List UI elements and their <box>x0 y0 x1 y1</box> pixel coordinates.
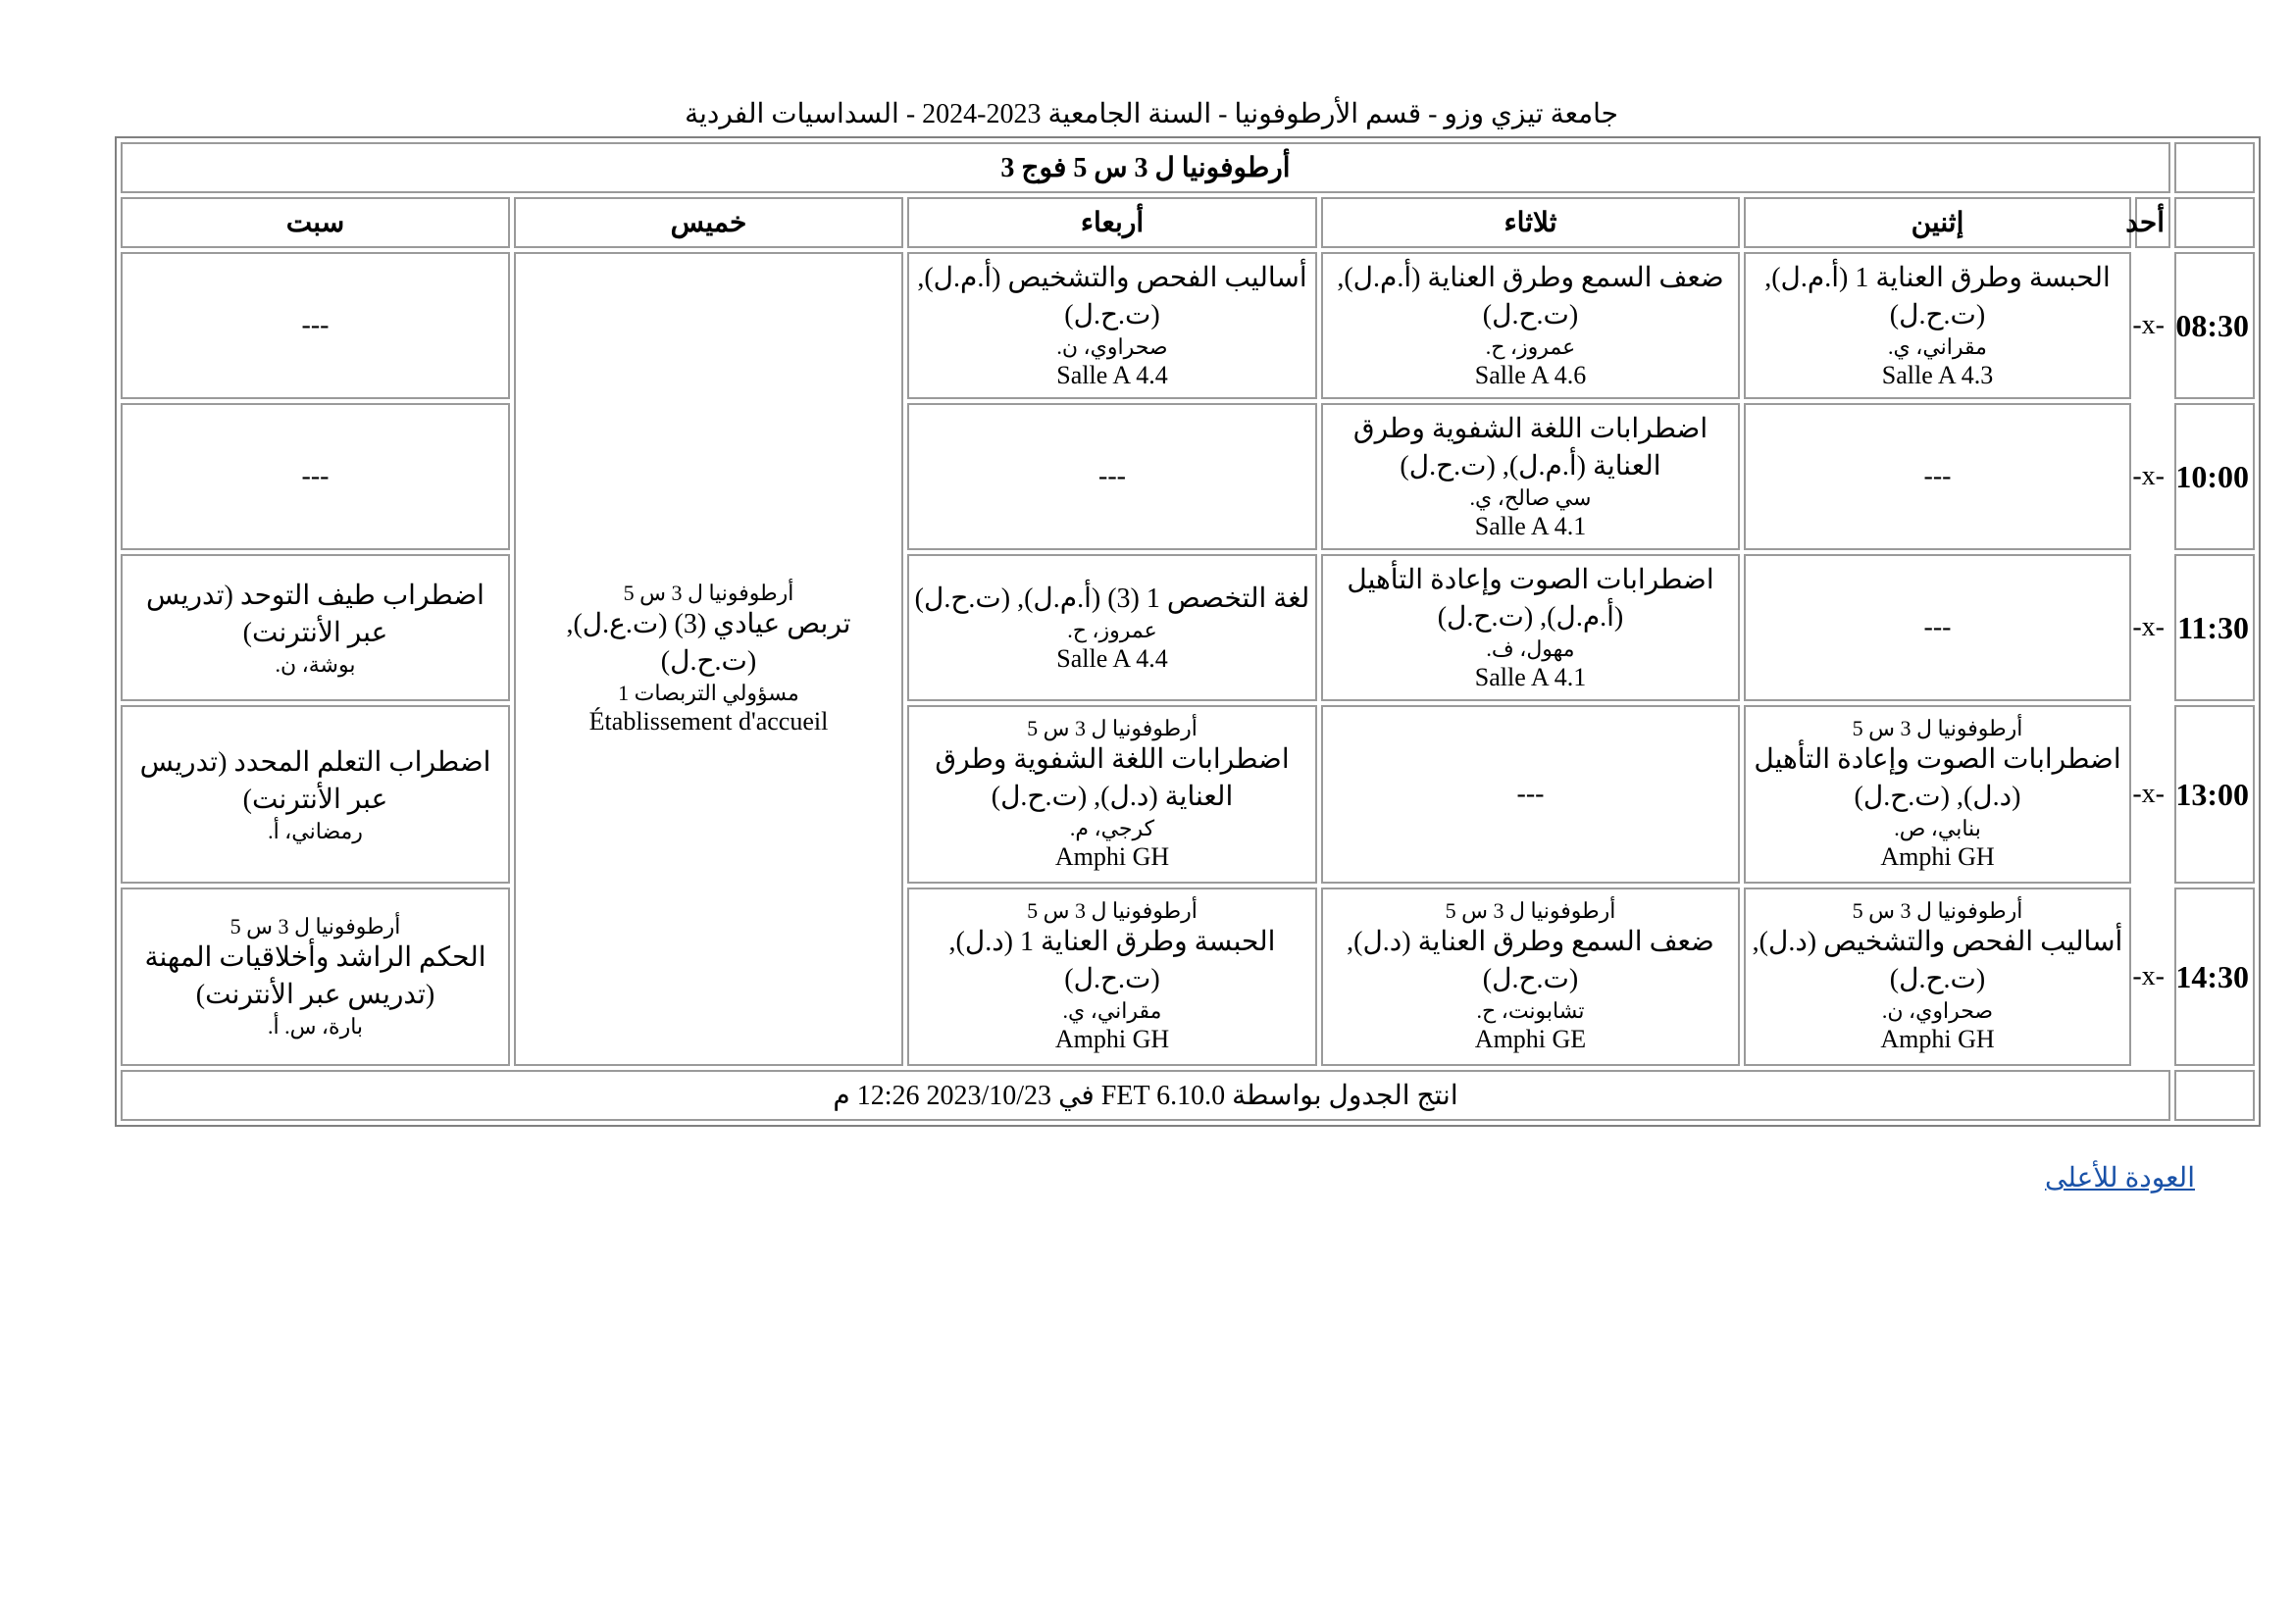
class-cell <box>121 888 510 1066</box>
group-label: أرطوفونيا ل 3 س 5 <box>1852 898 2023 923</box>
teacher: سي صالح، ي. <box>1469 485 1592 510</box>
class-cell <box>907 554 1317 701</box>
room: Salle A 4.1 <box>1474 663 1587 691</box>
corner-cell <box>2174 1070 2255 1121</box>
sunday-off-mark: -x- <box>2132 461 2165 491</box>
room: Salle A 4.3 <box>1881 361 1994 389</box>
class-cell <box>907 705 1317 884</box>
class-cell <box>1744 888 2131 1066</box>
teacher: رمضاني، أ. <box>268 819 363 843</box>
class-cell <box>907 888 1317 1066</box>
empty-cell: --- <box>907 403 1317 550</box>
group-label: أرطوفونيا ل 3 س 5 <box>1852 716 2023 740</box>
timetable <box>115 136 2261 1127</box>
group-label: أرطوفونيا ل 3 س 5 <box>1445 898 1616 923</box>
class-cell <box>121 705 510 884</box>
room: Établissement d'accueil <box>588 707 829 736</box>
day-header-wed: أربعاء <box>907 197 1317 248</box>
sunday-off-mark: -x- <box>2132 779 2165 809</box>
teacher: مقراني، ي. <box>1888 334 1987 359</box>
corner-cell <box>2174 142 2255 193</box>
time-slot-1300: 13:00 <box>2174 705 2255 884</box>
group-label: أرطوفونيا ل 3 س 5 <box>229 914 401 939</box>
room: Amphi GH <box>1880 842 1995 871</box>
class-cell <box>1744 252 2131 399</box>
room: Amphi GE <box>1474 1025 1587 1053</box>
teacher: عمروز، ح. <box>1067 618 1157 642</box>
room: Salle A 4.1 <box>1474 512 1587 540</box>
subject: الحبسة وطرق العناية 1 (د.ل), (ت.ح.ل) <box>948 927 1276 994</box>
class-cell <box>121 554 510 701</box>
teacher: تشابونت، ح. <box>1476 998 1585 1023</box>
subject: اضطراب التعلم المحدد (تدريس عبر الأنترنت) <box>139 747 491 815</box>
empty-cell: --- <box>121 252 510 399</box>
room: Salle A 4.4 <box>1056 361 1168 389</box>
time-slot-0830: 08:30 <box>2174 252 2255 399</box>
room: Salle A 4.4 <box>1056 644 1168 673</box>
class-cell <box>1321 252 1740 399</box>
empty-cell: --- <box>1744 403 2131 550</box>
room: Amphi GH <box>1880 1025 1995 1053</box>
teacher: كرجي، م. <box>1069 816 1155 840</box>
teacher: مسؤولي التربصات 1 <box>618 681 799 705</box>
teacher: صحراوي، ن. <box>1056 334 1168 359</box>
generated-footer: انتج الجدول بواسطة FET 6.10.0 في 2023/10/23 12:26 م <box>121 1070 2170 1121</box>
day-header-mon: إثنين <box>1744 197 2131 248</box>
subject: ضعف السمع وطرق العناية (أ.م.ل), (ت.ح.ل) <box>1337 263 1724 330</box>
time-slot-1130: 11:30 <box>2174 554 2255 701</box>
time-slot-1430: 14:30 <box>2174 888 2255 1066</box>
subject: تربص عيادي (3) (ت.ع.ل), (ت.ح.ل) <box>566 609 851 677</box>
timetable-title: أرطوفونيا ل 3 س 5 فوج 3 <box>121 142 2170 193</box>
subject: أساليب الفحص والتشخيص (أ.م.ل), (ت.ح.ل) <box>917 263 1307 330</box>
subject: اضطرابات الصوت وإعادة التأهيل (د.ل), (ت.ح.ل) <box>1754 744 2121 812</box>
teacher: بارة، س. أ. <box>267 1014 364 1039</box>
day-header-sun: أحد <box>2135 197 2170 248</box>
room: Amphi GH <box>1054 1025 1170 1053</box>
class-cell <box>1321 888 1740 1066</box>
corner-cell <box>2174 197 2255 248</box>
page-caption: جامعة تيزي وزو - قسم الأرطوفونيا - السنة الجامعية 2023-2024 - السداسيات الفردية <box>685 99 1618 129</box>
subject: اضطرابات الصوت وإعادة التأهيل (أ.م.ل), (ت.ح.ل) <box>1347 565 1714 633</box>
class-cell <box>907 252 1317 399</box>
day-header-tue: ثلاثاء <box>1321 197 1740 248</box>
empty-cell: --- <box>121 403 510 550</box>
empty-cell: --- <box>1321 705 1740 884</box>
room: Salle A 4.6 <box>1474 361 1587 389</box>
teacher: مهول، ف. <box>1486 636 1575 661</box>
empty-cell: --- <box>1744 554 2131 701</box>
subject: اضطراب طيف التوحد (تدريس عبر الأنترنت) <box>146 581 484 648</box>
sunday-off-mark: -x- <box>2132 612 2165 642</box>
back-to-top-link[interactable]: العودة للأعلى <box>2045 1163 2195 1193</box>
class-cell-thursday <box>514 252 903 1066</box>
teacher: عمروز، ح. <box>1485 334 1576 359</box>
sunday-off-mark: -x- <box>2132 310 2165 340</box>
time-slot-1000: 10:00 <box>2174 403 2255 550</box>
class-cell <box>1321 554 1740 701</box>
group-label: أرطوفونيا ل 3 س 5 <box>1027 898 1198 923</box>
subject: لغة التخصص 1 (3) (أ.م.ل), (ت.ح.ل) <box>914 584 1310 614</box>
day-header-thu: خميس <box>514 197 903 248</box>
subject: اضطرابات اللغة الشفوية وطرق العناية (أ.م.ل), (ت.ح.ل) <box>1352 414 1708 482</box>
subject: أساليب الفحص والتشخيص (د.ل), (ت.ح.ل) <box>1752 927 2123 994</box>
teacher: بنابي، ص. <box>1894 816 1981 840</box>
class-cell <box>1744 705 2131 884</box>
teacher: بوشة، ن. <box>275 652 356 677</box>
subject: الحبسة وطرق العناية 1 (أ.م.ل), (ت.ح.ل) <box>1764 263 2111 330</box>
group-label: أرطوفونيا ل 3 س 5 <box>623 581 794 605</box>
subject: الحكم الراشد وأخلاقيات المهنة (تدريس عبر الأنترنت) <box>144 942 486 1010</box>
sunday-off-mark: -x- <box>2132 961 2165 991</box>
teacher: مقراني، ي. <box>1062 998 1162 1023</box>
subject: ضعف السمع وطرق العناية (د.ل), (ت.ح.ل) <box>1347 927 1714 994</box>
class-cell <box>1321 403 1740 550</box>
subject: اضطرابات اللغة الشفوية وطرق العناية (د.ل), (ت.ح.ل) <box>935 744 1290 812</box>
room: Amphi GH <box>1054 842 1170 871</box>
day-header-sat: سبت <box>121 197 510 248</box>
teacher: صحراوي، ن. <box>1881 998 1994 1023</box>
group-label: أرطوفونيا ل 3 س 5 <box>1027 716 1198 740</box>
